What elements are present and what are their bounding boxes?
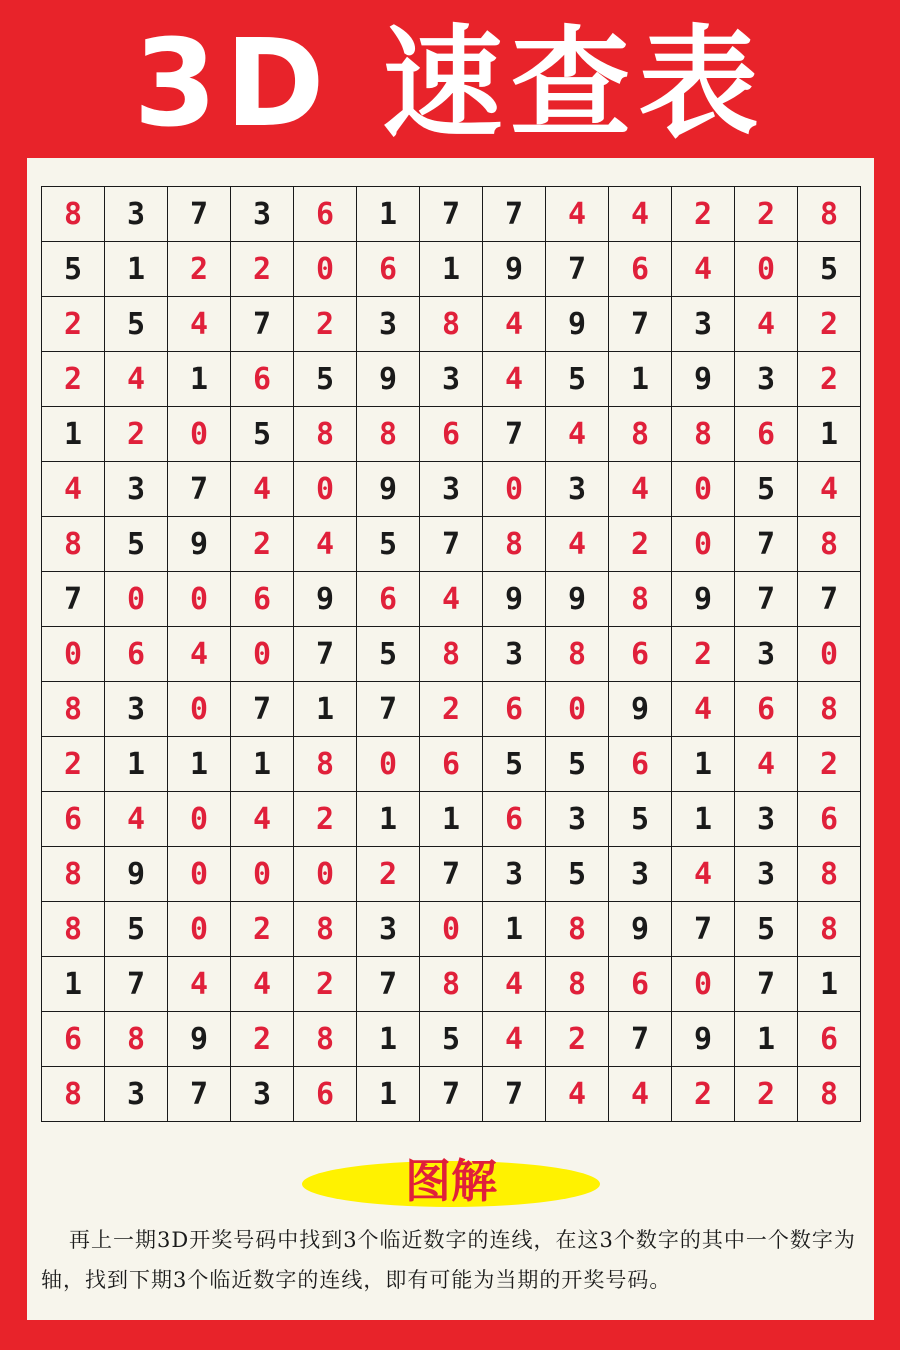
grid-cell: 9 <box>294 572 357 627</box>
grid-cell: 4 <box>483 297 546 352</box>
grid-row <box>42 792 861 847</box>
grid-cell: 9 <box>357 462 420 517</box>
grid-cell: 4 <box>483 352 546 407</box>
grid-cell: 3 <box>483 847 546 902</box>
grid-cell: 4 <box>672 682 735 737</box>
grid-row <box>42 627 861 682</box>
grid-cell: 0 <box>231 847 294 902</box>
grid-cell: 7 <box>735 572 798 627</box>
grid-cell: 7 <box>168 462 231 517</box>
grid-cell: 8 <box>420 957 483 1012</box>
grid-cell: 3 <box>672 297 735 352</box>
grid-cell: 8 <box>357 407 420 462</box>
grid-cell: 7 <box>483 187 546 242</box>
grid-cell: 1 <box>357 1012 420 1067</box>
grid-cell: 6 <box>483 682 546 737</box>
grid-cell: 5 <box>546 352 609 407</box>
grid-cell: 7 <box>798 572 861 627</box>
grid-cell: 8 <box>546 627 609 682</box>
grid-cell: 8 <box>609 572 672 627</box>
grid-cell: 4 <box>294 517 357 572</box>
grid-cell: 3 <box>357 902 420 957</box>
grid-cell: 7 <box>294 627 357 682</box>
grid-cell: 3 <box>231 187 294 242</box>
grid-cell: 6 <box>735 407 798 462</box>
grid-cell: 7 <box>357 682 420 737</box>
grid-cell: 4 <box>483 1012 546 1067</box>
grid-cell: 9 <box>357 352 420 407</box>
grid-row <box>42 297 861 352</box>
grid-cell: 8 <box>42 847 105 902</box>
grid-cell: 1 <box>357 1067 420 1122</box>
grid-cell: 3 <box>546 792 609 847</box>
grid-cell: 8 <box>105 1012 168 1067</box>
grid-cell: 7 <box>483 1067 546 1122</box>
grid-row <box>42 1067 861 1122</box>
grid-cell: 0 <box>168 847 231 902</box>
grid-cell: 6 <box>609 242 672 297</box>
grid-cell: 8 <box>294 1012 357 1067</box>
grid-cell: 7 <box>672 902 735 957</box>
grid-cell: 6 <box>357 242 420 297</box>
grid-cell: 5 <box>798 242 861 297</box>
grid-row <box>42 902 861 957</box>
grid-cell: 4 <box>546 187 609 242</box>
grid-cell: 3 <box>735 352 798 407</box>
grid-row <box>42 1012 861 1067</box>
grid-cell: 7 <box>609 297 672 352</box>
grid-cell: 7 <box>168 1067 231 1122</box>
grid-cell: 8 <box>798 682 861 737</box>
grid-cell: 4 <box>546 1067 609 1122</box>
grid-cell: 1 <box>357 792 420 847</box>
grid-cell: 1 <box>483 902 546 957</box>
grid-cell: 6 <box>420 737 483 792</box>
grid-cell: 2 <box>798 737 861 792</box>
grid-cell: 8 <box>420 627 483 682</box>
grid-cell: 9 <box>168 517 231 572</box>
grid-cell: 5 <box>357 517 420 572</box>
grid-cell: 2 <box>672 627 735 682</box>
grid-cell: 7 <box>420 517 483 572</box>
grid-cell: 5 <box>735 462 798 517</box>
grid-cell: 4 <box>420 572 483 627</box>
grid-cell: 5 <box>735 902 798 957</box>
grid-cell: 8 <box>42 902 105 957</box>
grid-cell: 5 <box>42 242 105 297</box>
grid-cell: 2 <box>231 517 294 572</box>
grid-cell: 4 <box>42 462 105 517</box>
grid-cell: 1 <box>105 242 168 297</box>
grid-cell: 7 <box>420 1067 483 1122</box>
grid-row <box>42 957 861 1012</box>
grid-cell: 6 <box>735 682 798 737</box>
grid-cell: 3 <box>483 627 546 682</box>
grid-cell: 1 <box>294 682 357 737</box>
grid-cell: 2 <box>42 352 105 407</box>
grid-cell: 4 <box>735 297 798 352</box>
grid-cell: 9 <box>483 242 546 297</box>
grid-row <box>42 187 861 242</box>
grid-cell: 3 <box>546 462 609 517</box>
content-panel <box>27 158 874 1320</box>
grid-cell: 2 <box>672 1067 735 1122</box>
grid-cell: 9 <box>168 1012 231 1067</box>
grid-cell: 7 <box>735 517 798 572</box>
grid-cell: 0 <box>798 627 861 682</box>
grid-cell: 4 <box>609 1067 672 1122</box>
grid-cell: 3 <box>735 847 798 902</box>
grid-cell: 5 <box>357 627 420 682</box>
grid-cell: 2 <box>231 1012 294 1067</box>
grid-cell: 7 <box>735 957 798 1012</box>
grid-cell: 0 <box>294 847 357 902</box>
grid-cell: 4 <box>672 847 735 902</box>
page-title: 3D 速查表 <box>133 15 767 154</box>
grid-cell: 7 <box>483 407 546 462</box>
grid-cell: 2 <box>672 187 735 242</box>
grid-cell: 3 <box>735 627 798 682</box>
grid-cell: 1 <box>672 737 735 792</box>
grid-cell: 1 <box>168 352 231 407</box>
grid-cell: 4 <box>168 627 231 682</box>
grid-cell: 9 <box>672 352 735 407</box>
grid-cell: 7 <box>105 957 168 1012</box>
grid-cell: 0 <box>357 737 420 792</box>
grid-cell: 1 <box>231 737 294 792</box>
grid-cell: 6 <box>357 572 420 627</box>
grid-cell: 4 <box>168 297 231 352</box>
grid-cell: 0 <box>735 242 798 297</box>
grid-cell: 6 <box>420 407 483 462</box>
grid-cell: 6 <box>42 1012 105 1067</box>
grid-cell: 7 <box>420 187 483 242</box>
grid-cell: 2 <box>735 187 798 242</box>
grid-cell: 0 <box>420 902 483 957</box>
grid-cell: 9 <box>672 1012 735 1067</box>
grid-cell: 3 <box>735 792 798 847</box>
grid-cell: 6 <box>483 792 546 847</box>
grid-cell: 5 <box>420 1012 483 1067</box>
grid-row <box>42 847 861 902</box>
grid-cell: 1 <box>609 352 672 407</box>
grid-cell: 7 <box>609 1012 672 1067</box>
grid-cell: 3 <box>105 1067 168 1122</box>
grid-cell: 2 <box>105 407 168 462</box>
number-grid <box>41 186 861 1122</box>
grid-cell: 9 <box>546 572 609 627</box>
grid-cell: 1 <box>420 792 483 847</box>
grid-cell: 2 <box>735 1067 798 1122</box>
grid-cell: 5 <box>546 737 609 792</box>
grid-cell: 9 <box>546 297 609 352</box>
grid-cell: 3 <box>420 352 483 407</box>
grid-cell: 6 <box>609 957 672 1012</box>
grid-cell: 0 <box>294 462 357 517</box>
grid-cell: 8 <box>546 902 609 957</box>
grid-cell: 5 <box>294 352 357 407</box>
grid-cell: 7 <box>357 957 420 1012</box>
grid-cell: 0 <box>231 627 294 682</box>
grid-cell: 7 <box>231 682 294 737</box>
grid-cell: 6 <box>105 627 168 682</box>
grid-cell: 5 <box>483 737 546 792</box>
grid-cell: 4 <box>609 187 672 242</box>
grid-row <box>42 682 861 737</box>
grid-row <box>42 572 861 627</box>
grid-row <box>42 517 861 572</box>
grid-cell: 9 <box>609 682 672 737</box>
grid-cell: 8 <box>294 737 357 792</box>
grid-cell: 4 <box>231 462 294 517</box>
grid-cell: 3 <box>105 682 168 737</box>
grid-row <box>42 352 861 407</box>
grid-cell: 7 <box>546 242 609 297</box>
grid-cell: 8 <box>798 902 861 957</box>
grid-cell: 5 <box>105 902 168 957</box>
grid-cell: 7 <box>168 187 231 242</box>
grid-cell: 8 <box>294 407 357 462</box>
grid-cell: 2 <box>231 902 294 957</box>
grid-row <box>42 407 861 462</box>
grid-cell: 4 <box>735 737 798 792</box>
grid-cell: 8 <box>798 187 861 242</box>
grid-cell: 1 <box>357 187 420 242</box>
grid-cell: 5 <box>105 517 168 572</box>
grid-cell: 0 <box>294 242 357 297</box>
grid-row <box>42 737 861 792</box>
grid-cell: 6 <box>231 352 294 407</box>
grid-cell: 6 <box>609 627 672 682</box>
grid-cell: 0 <box>672 462 735 517</box>
grid-row <box>42 242 861 297</box>
grid-cell: 0 <box>672 517 735 572</box>
grid-cell: 8 <box>798 517 861 572</box>
grid-cell: 4 <box>546 407 609 462</box>
grid-cell: 3 <box>105 187 168 242</box>
grid-cell: 2 <box>546 1012 609 1067</box>
grid-cell: 8 <box>42 1067 105 1122</box>
grid-cell: 3 <box>105 462 168 517</box>
grid-cell: 3 <box>357 297 420 352</box>
grid-cell: 8 <box>672 407 735 462</box>
grid-cell: 3 <box>420 462 483 517</box>
grid-cell: 2 <box>294 297 357 352</box>
grid-cell: 3 <box>609 847 672 902</box>
grid-cell: 2 <box>357 847 420 902</box>
grid-cell: 0 <box>105 572 168 627</box>
grid-cell: 2 <box>42 297 105 352</box>
grid-cell: 1 <box>798 407 861 462</box>
grid-cell: 5 <box>546 847 609 902</box>
grid-cell: 1 <box>672 792 735 847</box>
grid-cell: 2 <box>420 682 483 737</box>
grid-cell: 0 <box>672 957 735 1012</box>
grid-cell: 9 <box>105 847 168 902</box>
grid-cell: 8 <box>609 407 672 462</box>
grid-cell: 6 <box>42 792 105 847</box>
grid-cell: 0 <box>42 627 105 682</box>
grid-cell: 2 <box>42 737 105 792</box>
grid-cell: 0 <box>546 682 609 737</box>
grid-cell: 2 <box>294 957 357 1012</box>
grid-cell: 7 <box>231 297 294 352</box>
grid-cell: 6 <box>609 737 672 792</box>
grid-cell: 0 <box>168 407 231 462</box>
grid-cell: 0 <box>168 792 231 847</box>
grid-cell: 3 <box>231 1067 294 1122</box>
grid-cell: 1 <box>420 242 483 297</box>
grid-cell: 2 <box>168 242 231 297</box>
grid-cell: 9 <box>672 572 735 627</box>
grid-cell: 9 <box>609 902 672 957</box>
grid-cell: 6 <box>294 187 357 242</box>
grid-cell: 8 <box>42 682 105 737</box>
grid-cell: 1 <box>105 737 168 792</box>
grid-cell: 1 <box>798 957 861 1012</box>
grid-cell: 6 <box>798 1012 861 1067</box>
description-text: 再上一期3D开奖号码中找到3个临近数字的连线，在这3个数字的其中一个数字为轴，找到下期3个临近数字的连线，即有可能为当期的开奖号码。 <box>41 1228 856 1292</box>
grid-cell: 8 <box>42 187 105 242</box>
grid-cell: 1 <box>735 1012 798 1067</box>
grid-cell: 8 <box>294 902 357 957</box>
grid-cell: 4 <box>105 352 168 407</box>
grid-cell: 4 <box>105 792 168 847</box>
grid-cell: 6 <box>294 1067 357 1122</box>
grid-cell: 4 <box>672 242 735 297</box>
grid-cell: 5 <box>609 792 672 847</box>
grid-cell: 1 <box>168 737 231 792</box>
grid-cell: 7 <box>42 572 105 627</box>
grid-cell: 0 <box>168 902 231 957</box>
grid-cell: 4 <box>231 792 294 847</box>
grid-cell: 8 <box>420 297 483 352</box>
grid-cell: 1 <box>42 957 105 1012</box>
grid-cell: 4 <box>483 957 546 1012</box>
grid-row <box>42 462 861 517</box>
grid-cell: 6 <box>798 792 861 847</box>
grid-cell: 2 <box>798 297 861 352</box>
grid-cell: 8 <box>42 517 105 572</box>
grid-cell: 8 <box>798 847 861 902</box>
grid-cell: 4 <box>609 462 672 517</box>
grid-cell: 0 <box>168 682 231 737</box>
grid-cell: 4 <box>798 462 861 517</box>
grid-cell: 4 <box>168 957 231 1012</box>
grid-cell: 8 <box>546 957 609 1012</box>
grid-cell: 2 <box>609 517 672 572</box>
grid-cell: 5 <box>105 297 168 352</box>
grid-cell: 0 <box>483 462 546 517</box>
grid-cell: 0 <box>168 572 231 627</box>
grid-cell: 4 <box>546 517 609 572</box>
grid-cell: 2 <box>231 242 294 297</box>
grid-cell: 1 <box>42 407 105 462</box>
grid-cell: 2 <box>294 792 357 847</box>
grid-cell: 4 <box>231 957 294 1012</box>
grid-cell: 2 <box>798 352 861 407</box>
grid-cell: 5 <box>231 407 294 462</box>
grid-cell: 6 <box>231 572 294 627</box>
grid-cell: 8 <box>483 517 546 572</box>
grid-cell: 8 <box>798 1067 861 1122</box>
legend-label: 图解 <box>405 1154 497 1208</box>
grid-cell: 7 <box>420 847 483 902</box>
grid-cell: 9 <box>483 572 546 627</box>
